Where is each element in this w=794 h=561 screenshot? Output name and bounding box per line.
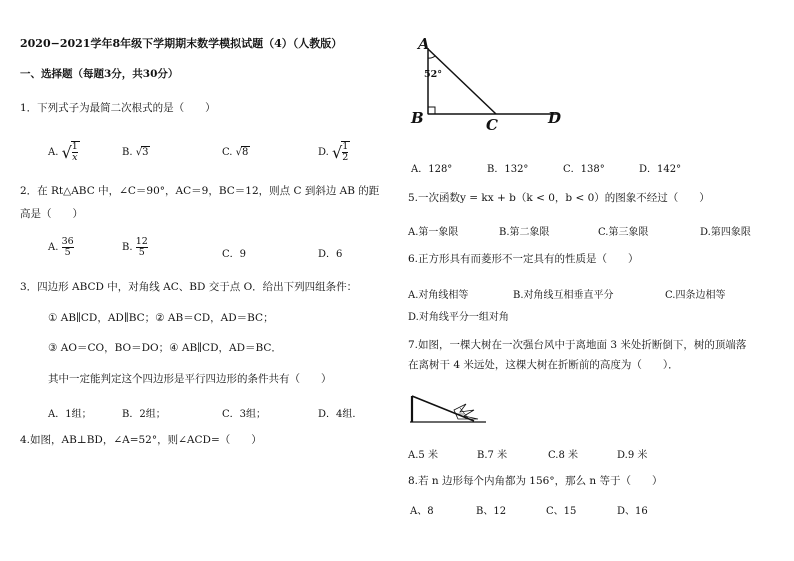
q1-option-c[interactable]: [222, 146, 250, 158]
question-7-line1: 7.如图，一棵大树在一次强台风中于离地面 3 米处折断倒下，树的顶端落: [408, 339, 747, 351]
question-4-stem: 4.如图，AB⊥BD，∠A=52°，则∠ACD=（ ）: [20, 434, 262, 446]
q1-option-a[interactable]: [48, 141, 80, 163]
fraction-denominator: x: [72, 151, 78, 163]
option-letter: B.: [122, 147, 133, 158]
q2-option-d[interactable]: D．6: [318, 249, 343, 260]
section-heading: 一、选择题（每题3分，共30分）: [20, 68, 179, 80]
q3-option-b[interactable]: B．2组；: [122, 409, 166, 420]
q6-option-a[interactable]: A.对角线相等: [408, 290, 469, 301]
fraction-denominator: 5: [138, 246, 145, 258]
q4-option-d[interactable]: D．142°: [639, 164, 682, 175]
q8-option-d[interactable]: D、16: [617, 506, 648, 517]
angle-label: 52°: [424, 69, 442, 80]
question-1-stem: 1．下列式子为最简二次根式的是（ ）: [20, 102, 216, 114]
fraction-numerator: 12: [135, 236, 148, 247]
radicand: 3: [142, 147, 149, 158]
question-5-stem: 5.一次函数y = kx + b（k < 0，b < 0）的图象不经过（ ）: [408, 192, 710, 204]
point-c-label: C: [486, 116, 498, 134]
q2-option-c[interactable]: C．9: [222, 249, 247, 260]
sqrt-icon: √: [332, 142, 343, 162]
q1-option-d[interactable]: [318, 141, 350, 163]
q7-option-a[interactable]: A.5 米: [408, 450, 438, 461]
fraction-numerator: 1: [71, 141, 78, 152]
option-letter: D.: [318, 146, 329, 158]
fraction-numerator: 36: [61, 236, 74, 247]
q5-option-c[interactable]: C.第三象限: [598, 227, 649, 238]
question-3-line3: ③ AO＝CO，BO＝DO；④ AB∥CD，AD＝BC．: [48, 342, 282, 354]
sqrt-icon: √: [235, 147, 243, 158]
q7-option-c[interactable]: C.8 米: [548, 450, 579, 461]
q4-option-a[interactable]: A．128°: [411, 164, 453, 175]
option-letter: C.: [222, 147, 233, 158]
option-letter: B.: [122, 241, 133, 253]
fraction-denominator: 2: [342, 151, 349, 163]
question-8-stem: 8.若 n 边形每个内角都为 156°，那么 n 等于（ ）: [408, 475, 663, 487]
option-letter: A.: [48, 146, 59, 158]
question-3-line2: ① AB∥CD，AD∥BC；② AB＝CD，AD＝BC；: [48, 312, 274, 324]
q4-option-c[interactable]: C．138°: [563, 164, 605, 175]
question-3-line1: 3．四边形 ABCD 中，对角线 AC、BD 交于点 O．给出下列四组条件：: [20, 281, 358, 293]
radicand: 8: [242, 147, 249, 158]
q3-option-d[interactable]: D．4组．: [318, 409, 363, 420]
q5-option-b[interactable]: B.第二象限: [499, 227, 550, 238]
q5-option-d[interactable]: D.第四象限: [700, 227, 751, 238]
question-3-line4: 其中一定能判定这个四边形是平行四边形的条件共有（ ）: [48, 373, 332, 385]
q4-option-b[interactable]: B．132°: [487, 164, 529, 175]
point-a-label: A: [418, 35, 430, 53]
fraction-numerator: 1: [342, 141, 349, 152]
q2-option-a[interactable]: [48, 237, 74, 258]
point-b-label: B: [411, 109, 424, 127]
question-2-line1: 2．在 Rt△ABC 中，∠C＝90°，AC＝9，BC＝12，则点 C 到斜边 AB 的距: [20, 185, 380, 197]
point-d-label: D: [548, 109, 562, 127]
q6-option-c[interactable]: C.四条边相等: [665, 290, 726, 301]
option-letter: A.: [48, 241, 59, 253]
q3-option-c[interactable]: C．3组；: [222, 409, 267, 420]
q6-option-b[interactable]: B.对角线互相垂直平分: [513, 290, 614, 301]
page-title: 2020−2021学年8年级下学期期末数学模拟试题（4）（人教版）: [20, 37, 343, 50]
sqrt-icon: √: [61, 142, 72, 162]
q1-option-b[interactable]: [122, 146, 150, 158]
sqrt-icon: √: [135, 147, 143, 158]
q8-option-b[interactable]: B、12: [476, 506, 507, 517]
fraction-denominator: 5: [64, 246, 71, 258]
q7-option-d[interactable]: D.9 米: [617, 450, 648, 461]
question-2-line2: 高是（ ）: [20, 208, 83, 220]
q8-option-c[interactable]: C、15: [546, 506, 577, 517]
broken-tree-figure: [408, 392, 488, 428]
q6-option-d[interactable]: D.对角线平分一组对角: [408, 312, 509, 323]
question-7-line2: 在离树干 4 米远处，这棵大树在折断前的高度为（ ）．: [408, 359, 679, 371]
q8-option-a[interactable]: A、8: [410, 506, 434, 517]
question-6-stem: 6.正方形具有而菱形不一定具有的性质是（ ）: [408, 253, 639, 265]
q3-option-a[interactable]: A．1组；: [48, 409, 92, 420]
q5-option-a[interactable]: A.第一象限: [408, 227, 459, 238]
q7-option-b[interactable]: B.7 米: [477, 450, 508, 461]
q2-option-b[interactable]: [122, 237, 148, 258]
